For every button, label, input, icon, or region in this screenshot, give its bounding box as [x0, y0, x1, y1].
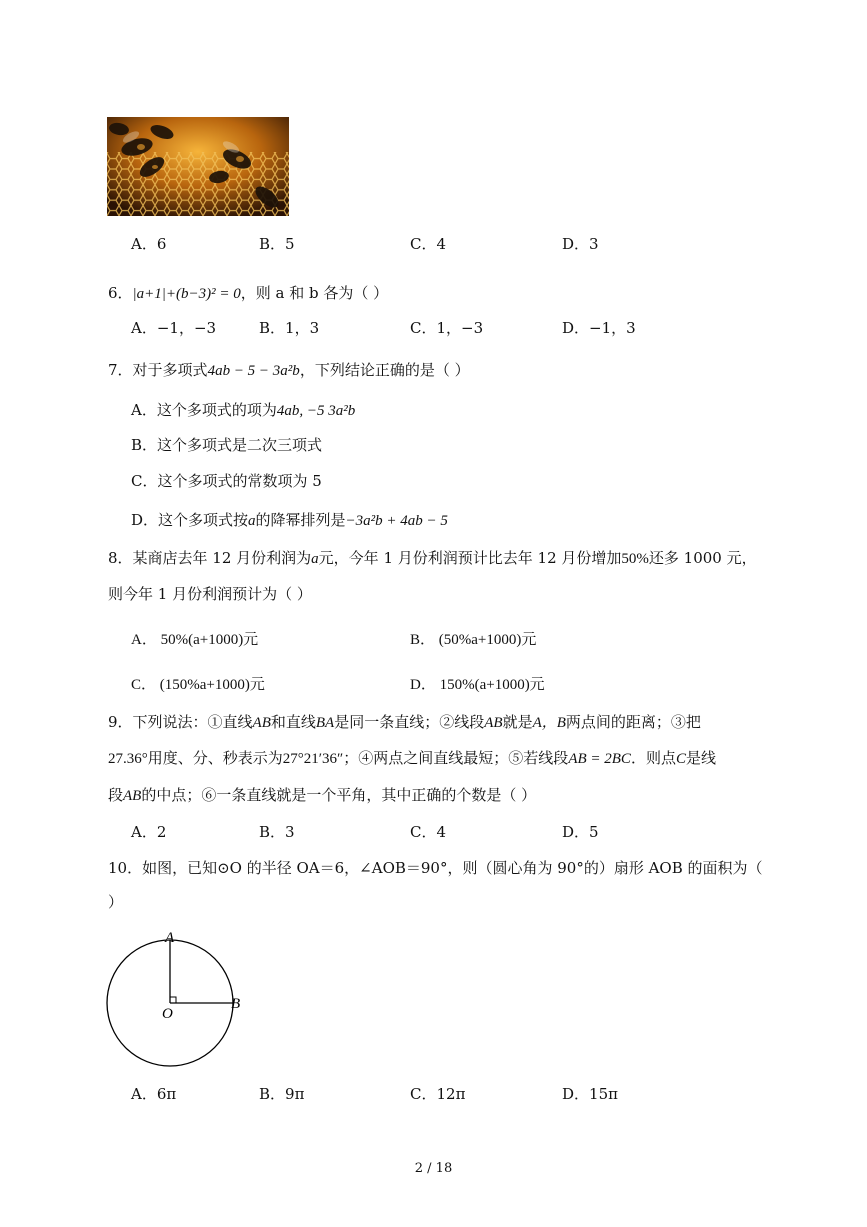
q10-option-a: A．6π — [131, 1085, 177, 1103]
label-a: A — [165, 930, 175, 946]
q6-option-a: A．−1，−3 — [131, 319, 217, 337]
q8-option-a: A． 50%(a+1000)元 — [131, 632, 259, 648]
q9-equation: AB = 2BC — [568, 751, 631, 767]
q8-option-b: B． (50%a+1000)元 — [410, 632, 537, 648]
q7-option-b: B．这个多项式是二次三项式 — [131, 436, 323, 454]
q6-option-c: C．1，−3 — [410, 319, 484, 337]
q9-ab-2: AB — [484, 715, 503, 731]
q9-ba: BA — [315, 715, 335, 731]
q8-percent: 50% — [621, 551, 649, 567]
q6-number: 6． — [108, 284, 133, 302]
q9-option-c: C．4 — [410, 823, 447, 841]
q5-option-d: D．3 — [562, 235, 599, 253]
question-10-line-2: ） — [108, 893, 124, 911]
label-o: O — [162, 1006, 173, 1022]
q9-text-1: 9．下列说法：①直线 — [108, 713, 253, 731]
q7-option-d-expr: −3a²b + 4ab − 5 — [345, 513, 448, 529]
q7-expression: 4ab − 5 − 3a²b — [207, 363, 300, 379]
q9-text-11: 的中点；⑥一条直线就是一个平角，其中正确的个数是（ ） — [141, 786, 537, 804]
q8-var-a: a — [311, 551, 319, 567]
q9-option-d: D．5 — [562, 823, 599, 841]
q9-text-4: 就是 — [502, 713, 533, 731]
q7-text-pre: 对于多项式 — [132, 361, 208, 379]
question-9-line-3 — [108, 784, 536, 805]
q10-option-b: B．9π — [259, 1085, 305, 1103]
question-8-line-2: 则今年 1 月份利润预计为（ ） — [108, 585, 312, 603]
q9-text-3: 是同一条直线；②线段 — [334, 713, 485, 731]
label-b: B — [231, 996, 241, 1012]
q9-text-9: 是线 — [685, 749, 716, 767]
q8-text-b: 元，今年 1 月份利润预计比去年 12 月份增加 — [318, 549, 622, 567]
q6-text: ，则 a 和 b 各为（ ） — [240, 284, 389, 302]
q7-option-a-expr: 4ab, −5 3a²b — [276, 403, 356, 419]
q5-option-b: B．5 — [259, 235, 295, 253]
q10-option-c: C．12π — [410, 1085, 466, 1103]
q10-option-d: D．15π — [562, 1085, 618, 1103]
q9-point-c: C — [675, 751, 686, 767]
q9-text-8: ．则点 — [630, 749, 676, 767]
q7-number: 7． — [108, 361, 133, 379]
q8-option-c: C． (150%a+1000)元 — [131, 677, 265, 693]
q9-text-2: 和直线 — [270, 713, 316, 731]
page-number: 2 / 18 — [414, 1161, 453, 1176]
q9-option-b: B．3 — [259, 823, 295, 841]
honeycomb-bees-photo — [107, 117, 289, 216]
q6-option-d: D．−1，3 — [562, 319, 636, 337]
q7-option-d — [131, 509, 448, 530]
question-10-line-1: 10．如图，已知⊙O 的半径 OA＝6，∠AOB＝90°，则（圆心角为 90°的）扇形 AOB 的面积为（ — [108, 859, 763, 877]
q7-option-d-mid: 的降幂排列是 — [255, 511, 346, 529]
q9-points-ab: A，B — [532, 715, 566, 731]
q5-option-c: C．4 — [410, 235, 447, 253]
q9-angle-dms: 27°21′36″ — [282, 751, 344, 767]
question-9-line-1 — [108, 711, 701, 732]
q6-option-b: B．1，3 — [259, 319, 320, 337]
q8-text-a: 8．某商店去年 12 月份利润为 — [108, 549, 312, 567]
q9-ab-3: AB — [123, 788, 142, 804]
question-9-line-2 — [108, 747, 716, 768]
q6-expression: |a+1|+(b−3)² = 0 — [132, 286, 241, 302]
question-6 — [108, 282, 388, 303]
q5-option-a: A．6 — [131, 235, 167, 253]
q9-option-a: A．2 — [131, 823, 167, 841]
q9-ab-1: AB — [252, 715, 271, 731]
q9-text-5: 两点间的距离；③把 — [565, 713, 701, 731]
question-8-line-1 — [108, 547, 757, 568]
q9-text-6: 用度、分、秒表示为 — [147, 749, 283, 767]
q9-angle-decimal: 27.36° — [108, 751, 148, 767]
q9-text-10: 段 — [108, 786, 124, 804]
q9-text-7: ；④两点之间直线最短；⑤若线段 — [343, 749, 569, 767]
q8-option-d: D． 150%(a+1000)元 — [410, 677, 545, 693]
q7-text-post: ，下列结论正确的是（ ） — [299, 361, 470, 379]
q7-option-a-text: A．这个多项式的项为 — [131, 401, 277, 419]
q7-option-d-var: a — [248, 513, 256, 529]
q7-option-d-pre: D．这个多项式按 — [131, 511, 249, 529]
q7-option-a — [131, 399, 355, 420]
right-angle-mark — [170, 997, 176, 1003]
circle-sector-diagram — [100, 925, 260, 1074]
q7-option-c: C．这个多项式的常数项为 5 — [131, 472, 322, 490]
q8-text-c: 还多 1000 元， — [648, 549, 757, 567]
question-7 — [108, 359, 470, 380]
